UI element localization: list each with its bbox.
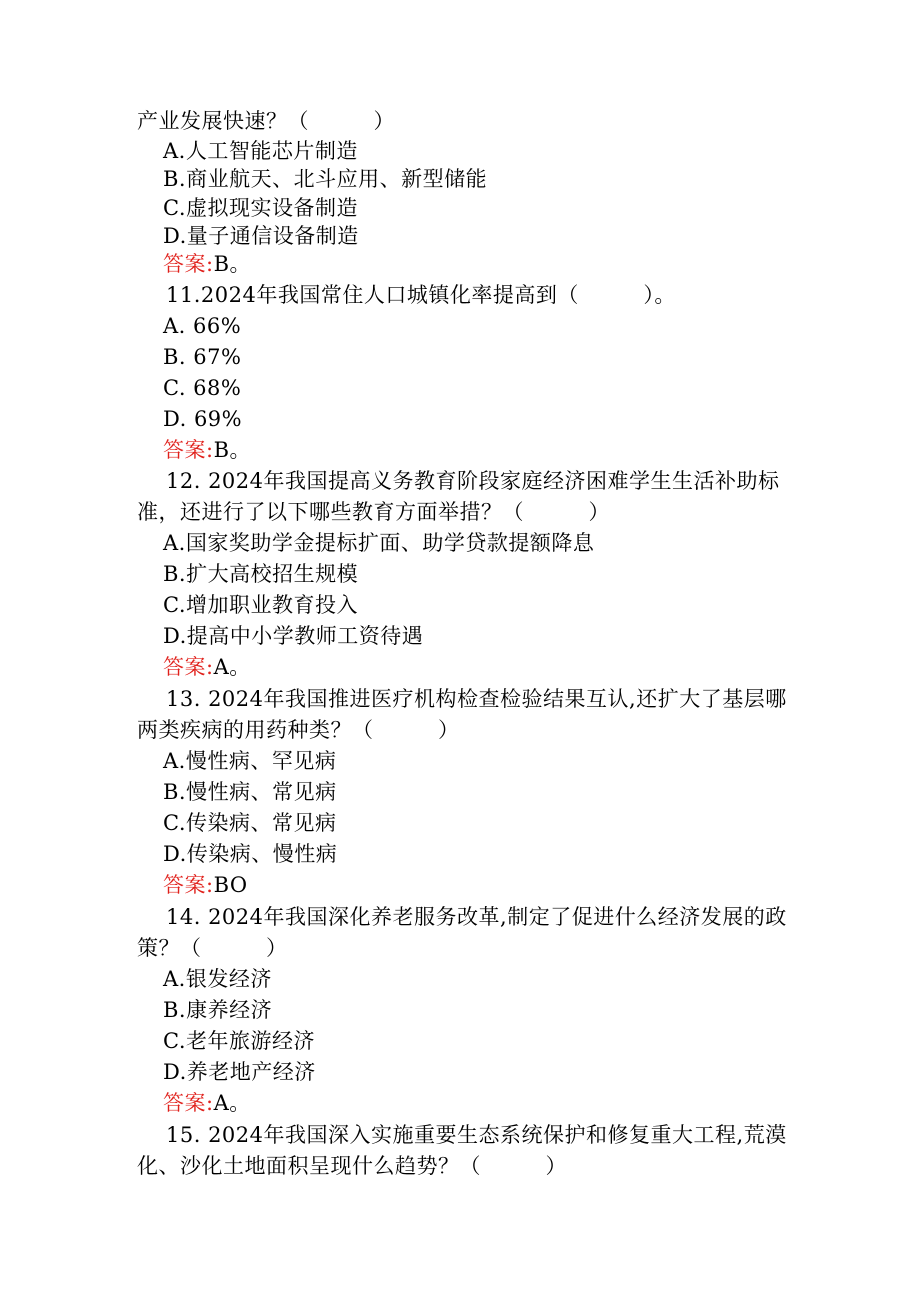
answer-value: B。 xyxy=(213,438,252,462)
q10-option-a: A.人工智能芯片制造 xyxy=(163,139,358,163)
q11-answer xyxy=(163,437,251,463)
q13-option-d: D.传染病、慢性病 xyxy=(163,842,338,866)
answer-value: A。 xyxy=(213,655,251,679)
answer-value: A。 xyxy=(213,1091,251,1115)
q12-stem-continuation: 准，还进行了以下哪些教育方面举措？（ ） xyxy=(137,500,610,524)
q12-option-b: B.扩大高校招生规模 xyxy=(163,562,359,586)
answer-label: 答案: xyxy=(163,873,214,897)
q12-option-d: D.提高中小学教师工资待遇 xyxy=(163,624,424,648)
q13-option-a: A.慢性病、罕见病 xyxy=(163,749,337,773)
q14-option-a: A.银发经济 xyxy=(163,967,272,991)
q11-option-b: B. 67% xyxy=(163,345,242,369)
q11-option-d: D. 69% xyxy=(163,407,243,431)
q12-option-a: A.国家奖助学金提标扩面、助学贷款提额降息 xyxy=(163,531,595,555)
q15-stem-continuation: 化、沙化土地面积呈现什么趋势？（ ） xyxy=(137,1154,567,1178)
q10-stem-continuation: 产业发展快速？（ ） xyxy=(137,109,395,133)
q14-stem-continuation: 策？（ ） xyxy=(137,936,288,960)
q14-stem: 14. 2024年我国深化养老服务改革,制定了促进什么经济发展的政 xyxy=(166,905,787,929)
q10-option-c: C.虚拟现实设备制造 xyxy=(163,196,358,220)
q10-option-d: D.量子通信设备制造 xyxy=(163,224,359,248)
q12-option-c: C.增加职业教育投入 xyxy=(163,593,358,617)
q11-option-a: A. 66% xyxy=(163,314,242,338)
answer-label: 答案: xyxy=(163,438,214,462)
answer-value: BO xyxy=(213,873,248,897)
answer-value: B。 xyxy=(213,252,252,276)
answer-label: 答案: xyxy=(163,655,214,679)
q14-answer xyxy=(163,1090,251,1116)
q10-option-b: B.商业航天、北斗应用、新型储能 xyxy=(163,167,488,191)
q13-option-b: B.慢性病、常见病 xyxy=(163,780,337,804)
answer-label: 答案: xyxy=(163,1091,214,1115)
q13-stem: 13. 2024年我国推进医疗机构检查检验结果互认,还扩大了基层哪 xyxy=(166,687,787,711)
q12-stem: 12. 2024年我国提高义务教育阶段家庭经济困难学生生活补助标 xyxy=(166,469,780,493)
q11-stem: 11.2024年我国常住人口城镇化率提高到（ ）。 xyxy=(166,283,676,307)
q14-option-c: C.老年旅游经济 xyxy=(163,1029,315,1053)
q11-option-c: C. 68% xyxy=(163,376,242,400)
q15-stem: 15. 2024年我国深入实施重要生态系统保护和修复重大工程,荒漠 xyxy=(166,1123,787,1147)
q10-answer xyxy=(163,251,251,277)
q13-stem-continuation: 两类疾病的用药种类？（ ） xyxy=(137,718,460,742)
q14-option-b: B.康养经济 xyxy=(163,998,273,1022)
answer-label: 答案: xyxy=(163,252,214,276)
q13-option-c: C.传染病、常见病 xyxy=(163,811,337,835)
q14-option-d: D.养老地产经济 xyxy=(163,1060,316,1084)
q12-answer xyxy=(163,654,251,680)
q13-answer xyxy=(163,872,248,898)
